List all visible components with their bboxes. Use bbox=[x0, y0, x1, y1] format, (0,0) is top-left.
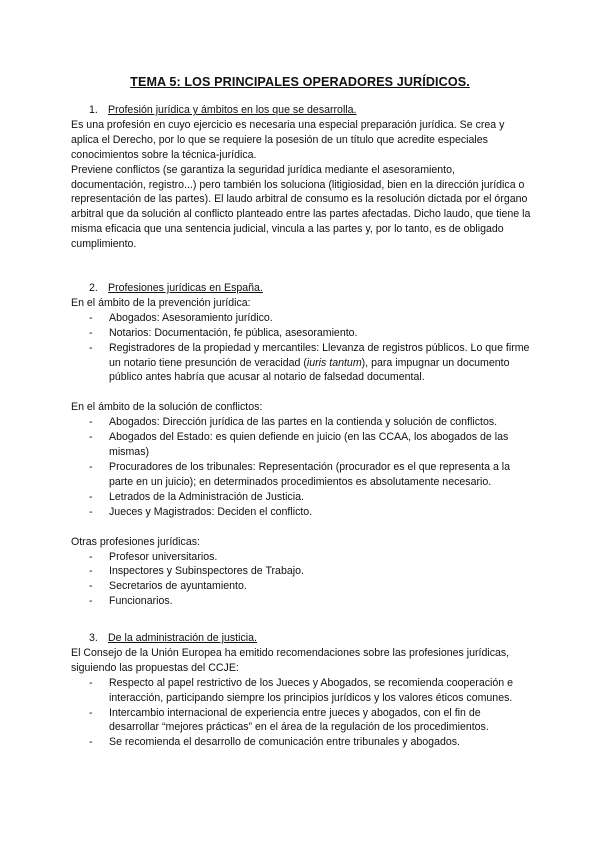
page-title: TEMA 5: LOS PRINCIPALES OPERADORES JURÍDICOS. bbox=[130, 75, 470, 89]
list-item: - Notarios: Documentación, fe pública, asesoramiento. bbox=[89, 326, 358, 339]
list-item: - Respecto al papel restrictivo de los Jueces y Abogados, se recomienda cooperación e interacción, participando siempre los principios jurídicos y los valores éticos comunes. bbox=[89, 676, 513, 704]
list-item-text: Letrados de la Administración de Justicia. bbox=[109, 490, 304, 503]
section-3-intro: El Consejo de la Unión Europea ha emitido recomendaciones sobre las profesiones jurídicas, siguiendo las propuestas del CCJE: bbox=[71, 646, 510, 674]
section-1-number: 1. bbox=[89, 104, 98, 116]
list-item-text: Profesor universitarios. bbox=[109, 550, 218, 563]
list-item: - Secretarios de ayuntamiento. bbox=[89, 580, 247, 593]
section-1-paragraph-1: Es una profesión en cuyo ejercicio es necesaria una especial preparación jurídica. Se crea y aplica el Derecho, por lo que se requiere la posesión de un título que acredite especiales conocimientos sobre la técnica-jurídica. bbox=[71, 118, 505, 161]
list-item: - Letrados de la Administración de Justicia. bbox=[89, 490, 304, 503]
section-3-number: 3. bbox=[89, 632, 98, 644]
section-2-heading-text: Profesiones jurídicas en España. bbox=[108, 282, 263, 294]
list-item-text: Secretarios de ayuntamiento. bbox=[109, 580, 247, 593]
list-item: - Profesor universitarios. bbox=[89, 550, 218, 563]
recommendations-list bbox=[71, 676, 531, 751]
list-item: - Registradores de la propiedad y mercantiles: Llevanza de registros públicos. Lo que firme un notario tiene presunción de veracidad (iuris tantum), para impugnar un documento público antes habría que acusar al notario de falsedad documental. bbox=[89, 341, 530, 384]
registrars-text-end: ), para impugnar un documento público antes habría que acusar al notario de falsedad documental. bbox=[109, 356, 510, 384]
list-item-text: Intercambio internacional de experiencia entre jueces y abogados, con el fin de desarrollar “mejores prácticas” en el área de la regulación de los procedimientos. bbox=[109, 706, 489, 734]
list-item: - Intercambio internacional de experiencia entre jueces y abogados, con el fin de desarrollar “mejores prácticas” en el área de la regulación de los procedimientos. bbox=[89, 706, 489, 734]
section-3-heading-text: De la administración de justicia. bbox=[108, 632, 257, 644]
list-item-text: Se recomienda el desarrollo de comunicación entre tribunales y abogados. bbox=[109, 736, 460, 749]
section-2-heading bbox=[71, 281, 531, 296]
list-item-text: Respecto al papel restrictivo de los Jueces y Abogados, se recomienda cooperación e interacción, participando siempre los principios jurídicos y los valores éticos comunes. bbox=[109, 676, 513, 704]
registrars-text-start: Registradores de la propiedad y mercantiles: Llevanza de registros públicos. Lo que firme un notario tiene presunción de veracidad ( bbox=[109, 341, 530, 369]
list-item-text: Abogados: Dirección jurídica de las partes en la contienda y solución de conflictos. bbox=[109, 416, 498, 429]
list-item: - Funcionarios. bbox=[89, 595, 173, 608]
list-item-text: Jueces y Magistrados: Deciden el conflicto. bbox=[109, 505, 313, 518]
list-item: - Procuradores de los tribunales: Representación (procurador es el que representa a la parte en un juicio); en determinados procedimientos es absolutamente necesario. bbox=[89, 460, 511, 488]
prevention-list bbox=[71, 311, 531, 386]
other-intro: Otras profesiones jurídicas: bbox=[71, 535, 200, 548]
section-1-heading-text: Profesión jurídica y ámbitos en los que se desarrolla. bbox=[108, 104, 357, 116]
list-item: - Abogados: Asesoramiento jurídico. bbox=[89, 311, 273, 324]
other-list bbox=[71, 550, 531, 610]
section-3 bbox=[71, 631, 531, 750]
list-item: - Se recomienda el desarrollo de comunicación entre tribunales y abogados. bbox=[89, 736, 460, 749]
list-item: - Jueces y Magistrados: Deciden el conflicto. bbox=[89, 505, 313, 518]
section-1 bbox=[71, 103, 531, 252]
section-1-heading bbox=[71, 103, 531, 118]
list-item-text: Inspectores y Subinspectores de Trabajo. bbox=[109, 565, 304, 578]
list-item: - Abogados del Estado: es quien defiende en juicio (en las CCAA, los abogados de las mismas) bbox=[89, 431, 509, 459]
section-2 bbox=[71, 281, 531, 609]
solution-intro: En el ámbito de la solución de conflictos: bbox=[71, 401, 263, 414]
list-item-text: Notarios: Documentación, fe pública, asesoramiento. bbox=[109, 326, 358, 339]
iuris-tantum-term: iuris tantum bbox=[306, 356, 362, 369]
list-item-text: Procuradores de los tribunales: Representación (procurador es el que representa a la parte en un juicio); en determinados procedimientos es absolutamente necesario. bbox=[109, 460, 511, 488]
list-item-text: Abogados: Asesoramiento jurídico. bbox=[109, 311, 273, 324]
section-1-paragraph-2: Previene conflictos (se garantiza la seguridad jurídica mediante el asesoramiento, documentación, registro...) pero también los soluciona (litigiosidad, bien en la dirección jurídica o representación de las partes). El laudo arbitral de consumo es la resolución dictada por el órgano arbitral que da solución al conflicto planteado entre las partes afectadas. Dicho laudo, que tiene la misma eficacia que una sentencia judicial, vincula a las partes y, por lo tanto, es de obligado cumplimiento. bbox=[71, 163, 531, 251]
list-item-text: Funcionarios. bbox=[109, 595, 173, 608]
list-item: - Inspectores y Subinspectores de Trabajo. bbox=[89, 565, 304, 578]
solution-list bbox=[71, 415, 531, 519]
list-item-text: Abogados del Estado: es quien defiende en juicio (en las CCAA, los abogados de las mismas) bbox=[109, 431, 509, 459]
section-3-heading bbox=[71, 631, 531, 646]
list-item: - Abogados: Dirección jurídica de las partes en la contienda y solución de conflictos. bbox=[89, 416, 498, 429]
prevention-intro: En el ámbito de la prevención jurídica: bbox=[71, 296, 251, 309]
section-2-number: 2. bbox=[89, 282, 98, 294]
